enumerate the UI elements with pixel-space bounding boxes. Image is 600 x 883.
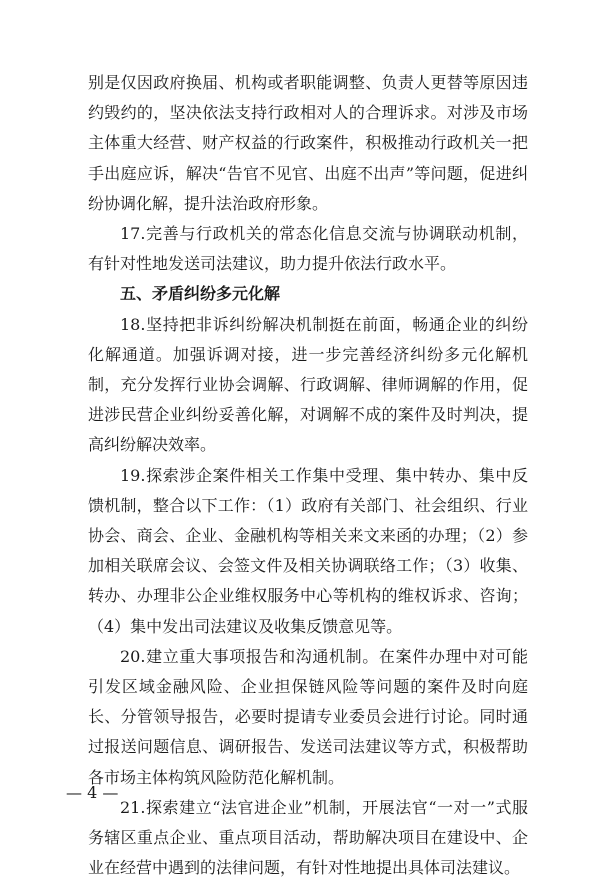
- paragraph-item-18: 18.坚持把非诉纠纷解决机制挺在前面，畅通企业的纠纷化解通道。加强诉调对接，进一步完善经济纠纷多元化解机制，充分发挥行业协会调解、行政调解、律师调解的作用，促进涉民营企业纠纷妥善化解，对调解不成的案件及时判决，提高纠纷解决效率。: [88, 314, 528, 455]
- paragraph-item-19: 19.探索涉企案件相关工作集中受理、集中转办、集中反馈机制，整合以下工作：（1）政府有关部门、社会组织、行业协会、商会、企业、金融机构等相关来文来函的办理；（2）参加相关联席会议、会签文件及相关协调联络工作；（3）收集、转办、办理非公企业维权服务中心等机构的维权诉求、咨询；（4）集中发出司法建议及收集反馈意见等。: [88, 465, 528, 636]
- paragraph-item-21: 21.探索建立“法官进企业”机制，开展法官“一对一”式服务辖区重点企业、重点项目活动，帮助解决项目在建设中、企业在经营中遇到的法律问题，有针对性地提出具体司法建议。: [88, 797, 528, 878]
- section-heading: 五、矛盾纠纷多元化解: [120, 284, 281, 304]
- document-body: [88, 68, 528, 883]
- paragraph-item-17: 17.完善与行政机关的常态化信息交流与协调联动机制，有针对性地发送司法建议，助力提升依法行政水平。: [88, 224, 528, 274]
- paragraph-continuation: 别是仅因政府换届、机构或者职能调整、负责人更替等原因违约毁约的，坚决依法支持行政相对人的合理诉求。对涉及市场主体重大经营、财产权益的行政案件，积极推动行政机关一把手出庭应诉，解决“告官不见官、出庭不出声”等问题，促进纠纷协调化解，提升法治政府形象。: [88, 73, 528, 213]
- page-number: — 4 —: [66, 783, 119, 802]
- paragraph-item-20: 20.建立重大事项报告和沟通机制。在案件办理中对可能引发区域金融风险、企业担保链风险等问题的案件及时向庭长、分管领导报告，必要时提请专业委员会进行讨论。同时通过报送问题信息、调研报告、发送司法建议等方式，积极帮助各市场主体构筑风险防范化解机制。: [88, 646, 528, 787]
